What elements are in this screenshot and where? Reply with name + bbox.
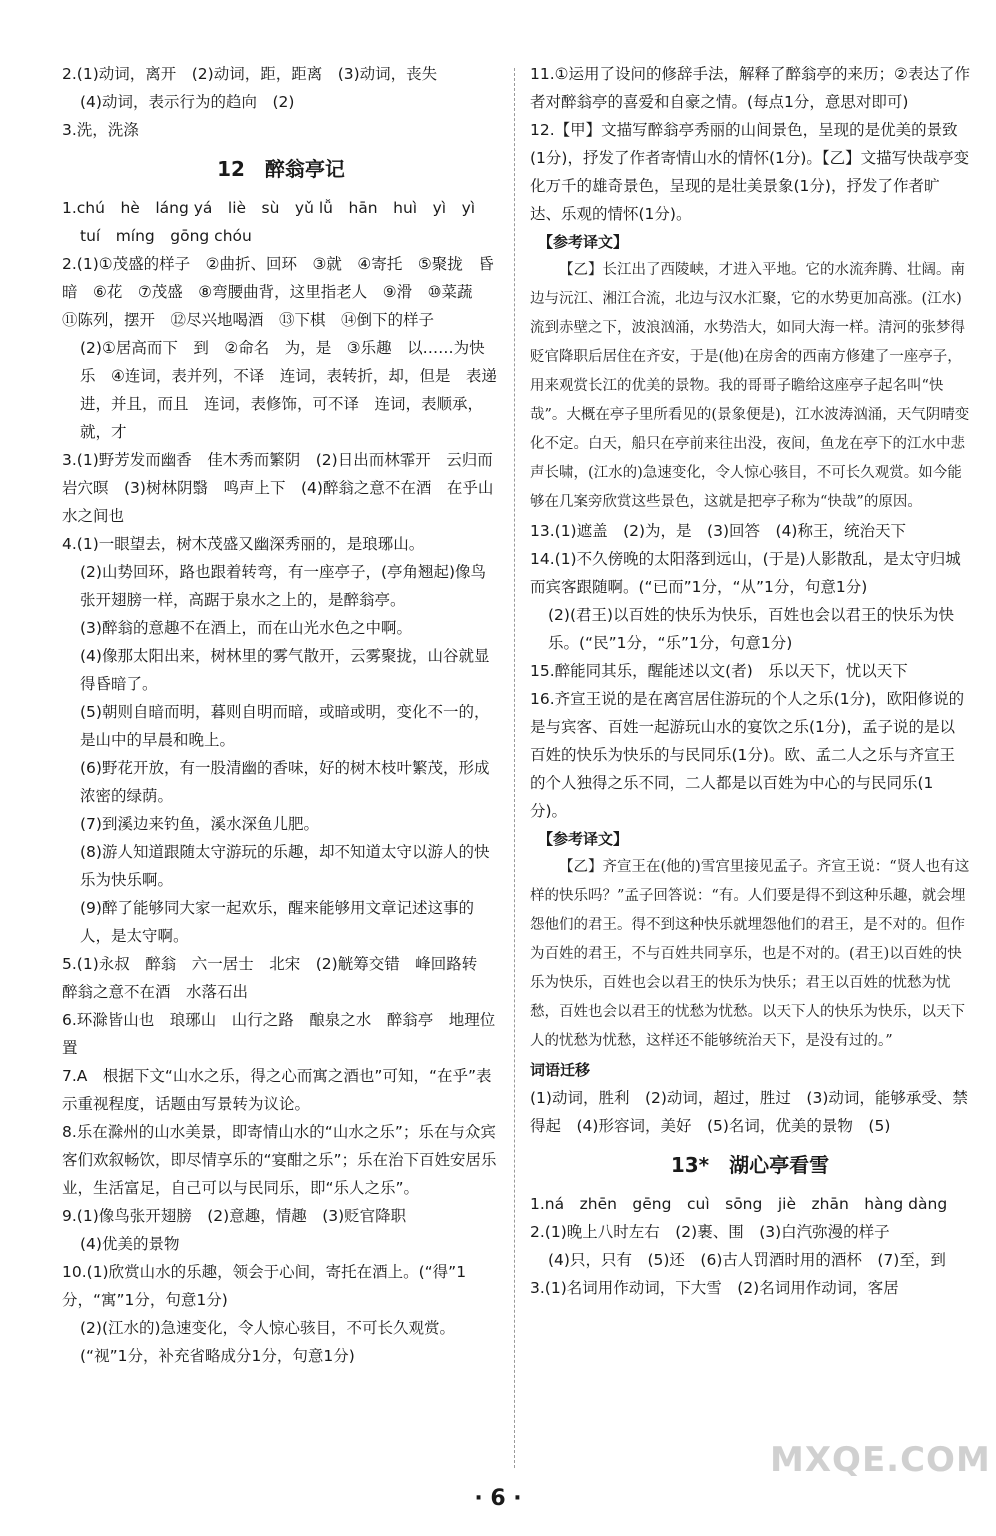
watermark: MXQE.COM <box>770 1440 991 1480</box>
answer-line: (3)醉翁的意趣不在酒上，而在山光水色之中啊。 <box>80 619 412 637</box>
answer-line: 15.醉能同其乐，醒能述以文(者) 乐以天下，忧以天下 <box>530 662 908 680</box>
answer-line: (2)(君王)以百姓的快乐为快乐，百姓也会以君王的快乐为快乐。(“民”1分，“乐”1分，句意1分) <box>548 606 955 652</box>
answer-line: (5)朝则自暗而明，暮则自明而暗，或暗或明，变化不一的，是山中的早晨和晚上。 <box>80 703 490 749</box>
reference-heading: 【参考译文】 <box>538 233 629 251</box>
answer-line: 4.(1)一眼望去，树木茂盛又幽深秀丽的，是琅琊山。 <box>62 535 425 553</box>
answer-line: 16.齐宣王说的是在离宫居住游玩的个人之乐(1分)，欧阳修说的是与宾客、百姓一起游玩山水的宴饮之乐(1分)，孟子说的是以百姓的快乐为快乐的与民同乐(1分)。欧、孟二人之乐与齐宣王的个人独得之乐不同，二人都是以百姓为中心的与民同乐(1分)。 <box>530 690 965 820</box>
answer-line: 2.(1)①茂盛的样子 ②曲折、回环 ③就 ④寄托 ⑤聚拢 昏暗 ⑥花 ⑦茂盛 ⑧弯腰曲背，这里指老人 ⑨滑 ⑩菜蔬 ⑪陈列，摆开 ⑫尽兴地喝酒 ⑬下棋 ⑭倒下的样子 <box>62 255 494 329</box>
answer-line: (4)只，只有 (5)还 (6)古人罚酒时用的酒杯 (7)至，到 <box>548 1251 946 1269</box>
answer-line: (7)到溪边来钓鱼，溪水深鱼儿肥。 <box>80 815 319 833</box>
answer-line: 2.(1)动词，离开 (2)动词，距，距离 (3)动词，丧失 <box>62 65 438 83</box>
answer-line: (2)(江水的)急速变化，令人惊心骇目，不可长久观赏。(“视”1分，补充省略成分1分，句意1分) <box>80 1319 456 1365</box>
column-divider <box>514 68 515 1468</box>
answer-line: (4)像那太阳出来，树林里的雾气散开，云雾聚拢，山谷就显得昏暗了。 <box>80 647 490 693</box>
answer-line: (4)动词，表示行为的趋向 (2) <box>80 93 295 111</box>
answer-line: (9)醉了能够同大家一起欢乐，醒来能够用文章记述这事的人，是太守啊。 <box>80 899 474 945</box>
answer-line: 14.(1)不久傍晚的太阳落到远山，(于是)人影散乱，是太守归城而宾客跟随啊。(“已而”1分，“从”1分，句意1分) <box>530 550 961 596</box>
answer-line: (8)游人知道跟随太守游玩的乐趣，却不知道太守以游人的快乐为快乐啊。 <box>80 843 490 889</box>
answer-line: 8.乐在滁州的山水美景，即寄情山水的“山水之乐”；乐在与众宾客们欢叙畅饮，即尽情享乐的“宴酣之乐”；乐在治下百姓安居乐业，生活富足，自己可以与民同乐，即“乐人之乐”。 <box>62 1123 497 1197</box>
answer-line: 1.chú hè láng yá liè sù yǔ lǚ hān huì yì yì <box>62 199 476 217</box>
answer-line: 7.A 根据下文“山水之乐，得之心而寓之酒也”可知，“在乎”表示重视程度，话题由写景转为议论。 <box>62 1067 492 1113</box>
answer-line: (1)动词，胜利 (2)动词，超过，胜过 (3)动词，能够承受、禁得起 (4)形容词，美好 (5)名词，优美的景物 (5) <box>530 1089 968 1135</box>
answer-line: (4)优美的景物 <box>80 1235 180 1253</box>
answer-line: (2)①居高而下 到 ②命名 为，是 ③乐趣 以……为快乐 ④连词，表并列，不译 连词，表转折，却，但是 表递进，并且，而且 连词，表修饰，可不译 连词，表顺承，就，才 <box>80 339 497 441</box>
answer-line: 10.(1)欣赏山水的乐趣，领会于心间，寄托在酒上。(“得”1分，“寓”1分，句意1分) <box>62 1263 467 1309</box>
answer-line: 11.①运用了设问的修辞手法，解释了醉翁亭的来历；②表达了作者对醉翁亭的喜爱和自豪之情。(每点1分，意思对即可) <box>530 65 970 111</box>
page-number: · 6 · <box>474 1486 522 1511</box>
answer-line: 12.【甲】文描写醉翁亭秀丽的山间景色，呈现的是优美的景致(1分)，抒发了作者寄情山水的情怀(1分)。【乙】文描写快哉亭变化万千的雄奇景色，呈现的是壮美景象(1分)，抒发了作者旷达、乐观的情怀(1分)。 <box>530 121 970 223</box>
answer-line: 1.ná zhēn gēng cuì sōng jiè zhān hàng dàng <box>530 1195 948 1213</box>
answer-line: 3.(1)名词用作动词，下大雪 (2)名词用作动词，客居 <box>530 1279 899 1297</box>
answer-line: 3.洗，洗涤 <box>62 121 139 139</box>
answer-line: 9.(1)像鸟张开翅膀 (2)意趣，情趣 (3)贬官降职 <box>62 1207 407 1225</box>
answer-line: 2.(1)晚上八时左右 (2)裹、围 (3)白汽弥漫的样子 <box>530 1223 890 1241</box>
answer-line: (2)山势回环，路也跟着转弯，有一座亭子，(亭角翘起)像鸟张开翅膀一样，高踞于泉水之上的，是醉翁亭。 <box>80 563 487 609</box>
subsection-heading: 词语迁移 <box>530 1061 591 1079</box>
answer-line: 3.(1)野芳发而幽香 佳木秀而繁阴 (2)日出而林霏开 云归而岩穴暝 (3)树林阴翳 鸣声上下 (4)醉翁之意不在酒 在乎山水之间也 <box>62 451 494 525</box>
answer-line: 13.(1)遮盖 (2)为，是 (3)回答 (4)称王，统治天下 <box>530 522 906 540</box>
left-column <box>62 60 500 1370</box>
answer-line: tuí míng gōng chóu <box>80 227 252 245</box>
section-title: 13* 湖心亭看雪 <box>670 1153 830 1177</box>
answer-line: 5.(1)永叔 醉翁 六一居士 北宋 (2)觥筹交错 峰回路转 醉翁之意不在酒 水落石出 <box>62 955 493 1001</box>
answer-line: 6.环滁皆山也 琅琊山 山行之路 酿泉之水 醉翁亭 地理位置 <box>62 1011 496 1057</box>
right-column <box>530 60 970 1302</box>
reference-heading: 【参考译文】 <box>538 830 629 848</box>
answer-line: (6)野花开放，有一股清幽的香味，好的树木枝叶繁茂，形成浓密的绿荫。 <box>80 759 490 805</box>
section-title: 12 醉翁亭记 <box>217 157 345 181</box>
translation-paragraph: 【乙】齐宣王在(他的)雪宫里接见孟子。齐宣王说：“贤人也有这样的快乐吗？”孟子回答说：“有。人们要是得不到这种乐趣，就会埋怨他们的君王。得不到这种快乐就埋怨他们的君王，是不对的。但作为百姓的君王，不与百姓共同享乐，也是不对的。(君王)以百姓的快乐为快乐，百姓也会以君王的快乐为快乐；君王以百姓的忧愁为忧愁，百姓也会以君王的忧愁为忧愁。以天下人的快乐为快乐，以天下人的忧愁为忧愁，这样还不能够统治天下，是没有过的。” <box>530 859 970 1049</box>
translation-paragraph: 【乙】长江出了西陵峡，才进入平地。它的水流奔腾、壮阔。南边与沅江、湘江合流，北边与汉水汇聚，它的水势更加高涨。(江水)流到赤壁之下，波浪汹涌，水势浩大，如同大海一样。清河的张梦得贬官降职后居住在齐安，于是(他)在房舍的西南方修建了一座亭子，用来观赏长江的优美的景物。我的哥哥子瞻给这座亭子起名叫“快哉”。大概在亭子里所看见的(景象便是)，江水波涛汹涌，天气阴晴变化不定。白天，船只在亭前来往出没，夜间，鱼龙在亭下的江水中悲声长啸，(江水的)急速变化，令人惊心骇目，不可长久观赏。如今能够在几案旁欣赏这些景色，这就是把亭子称为“快哉”的原因。 <box>530 262 970 510</box>
